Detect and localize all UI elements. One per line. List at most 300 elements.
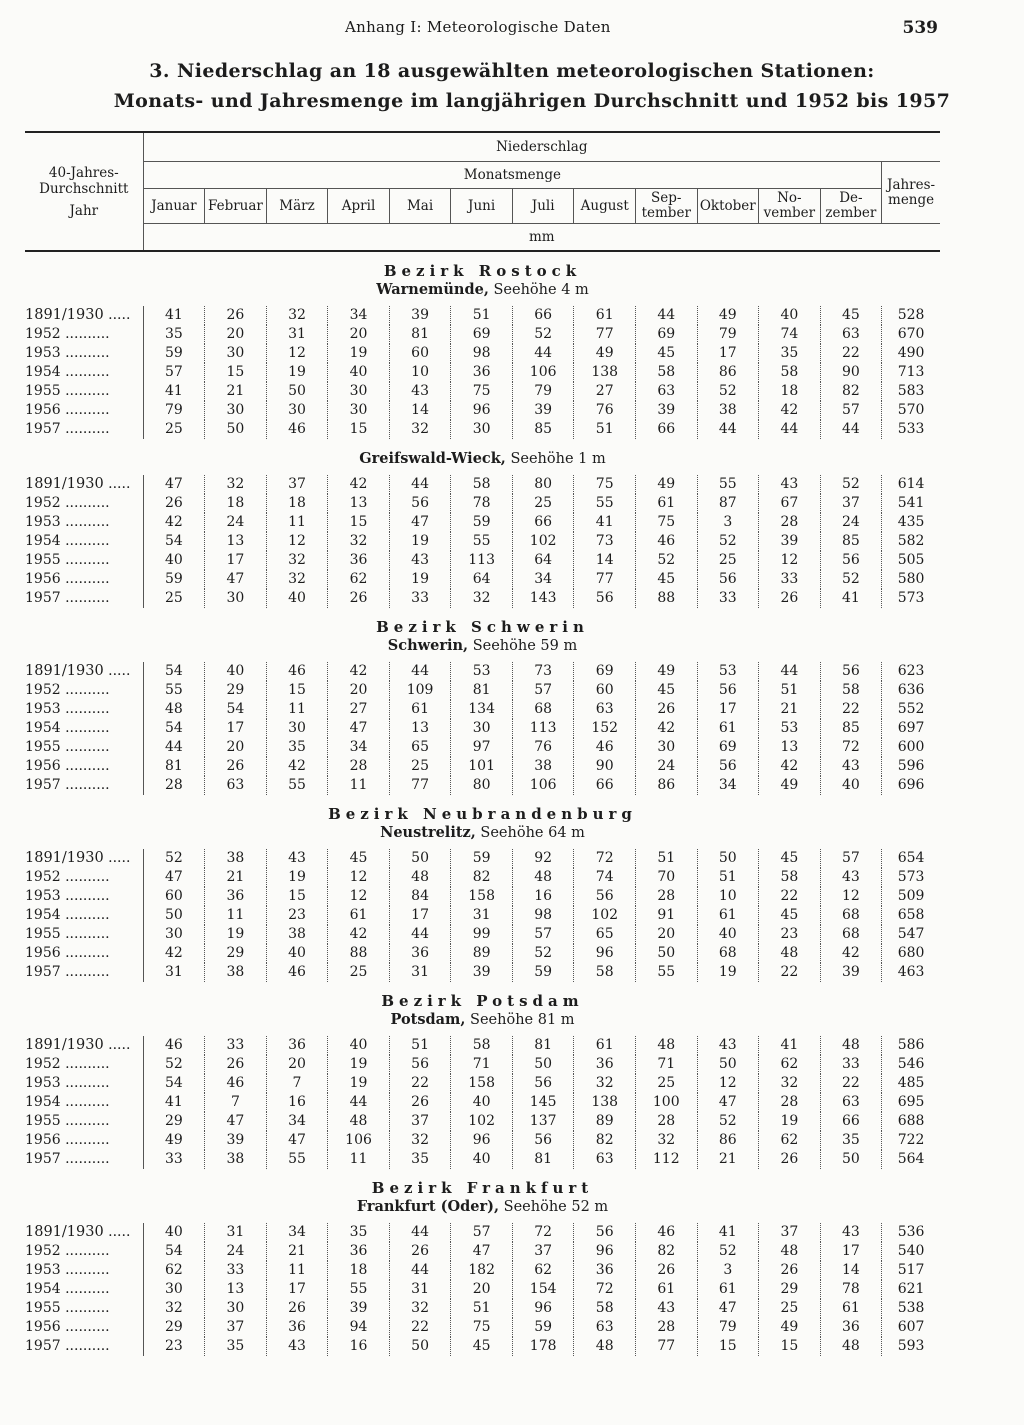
month-value-cell: 51 bbox=[759, 681, 821, 700]
month-value-cell: 35 bbox=[820, 1131, 882, 1150]
month-value-cell: 73 bbox=[512, 662, 574, 681]
stub-header-line-3: Jahr bbox=[69, 202, 99, 219]
year-cell bbox=[25, 1318, 143, 1337]
month-header-label: No- bbox=[777, 190, 802, 206]
month-value-cell: 15 bbox=[759, 1337, 821, 1356]
month-value-cell: 51 bbox=[574, 420, 636, 439]
leader-dots: .......... bbox=[60, 514, 110, 530]
annual-header bbox=[882, 162, 940, 224]
month-value-cell: 68 bbox=[697, 944, 759, 963]
month-value-cell: 19 bbox=[266, 868, 328, 887]
month-value-cell: 72 bbox=[574, 1280, 636, 1299]
table-row bbox=[25, 1112, 940, 1131]
month-value-cell: 47 bbox=[143, 475, 205, 494]
year-cell bbox=[25, 925, 143, 944]
month-value-cell: 47 bbox=[697, 1093, 759, 1112]
month-value-cell: 39 bbox=[512, 401, 574, 420]
month-value-cell: 55 bbox=[266, 776, 328, 795]
leader-dots: .......... bbox=[60, 945, 110, 961]
month-value-cell: 33 bbox=[697, 589, 759, 608]
year-cell bbox=[25, 681, 143, 700]
table-row bbox=[25, 475, 940, 494]
month-value-cell: 96 bbox=[512, 1299, 574, 1318]
month-value-cell: 26 bbox=[205, 306, 267, 325]
table-row bbox=[25, 1093, 940, 1112]
month-value-cell: 31 bbox=[143, 963, 205, 982]
month-value-cell: 106 bbox=[328, 1131, 390, 1150]
year-cell bbox=[25, 306, 143, 325]
year-cell bbox=[25, 1093, 143, 1112]
month-value-cell: 12 bbox=[266, 532, 328, 551]
year-label: 1891/1930 bbox=[25, 1224, 104, 1240]
month-header-label: Februar bbox=[207, 197, 263, 214]
table-row bbox=[25, 1242, 940, 1261]
month-value-cell: 32 bbox=[328, 532, 390, 551]
month-value-cell: 37 bbox=[759, 1223, 821, 1242]
month-value-cell: 47 bbox=[451, 1242, 513, 1261]
month-value-cell: 80 bbox=[512, 475, 574, 494]
month-value-cell: 40 bbox=[143, 1223, 205, 1242]
month-value-cell: 56 bbox=[697, 570, 759, 589]
year-label: 1954 bbox=[25, 1094, 61, 1110]
month-value-cell: 63 bbox=[635, 382, 697, 401]
month-value-cell: 40 bbox=[328, 363, 390, 382]
month-value-cell: 33 bbox=[205, 1261, 267, 1280]
month-value-cell: 51 bbox=[451, 1299, 513, 1318]
month-value-cell: 30 bbox=[205, 401, 267, 420]
month-value-cell: 13 bbox=[389, 719, 451, 738]
station-elevation: Seehöhe 81 m bbox=[470, 1012, 575, 1028]
month-value-cell: 46 bbox=[635, 532, 697, 551]
month-value-cell: 32 bbox=[451, 589, 513, 608]
month-value-cell: 61 bbox=[697, 906, 759, 925]
month-value-cell: 31 bbox=[266, 325, 328, 344]
year-label: 1956 bbox=[25, 1132, 61, 1148]
table-row bbox=[25, 1337, 940, 1356]
year-label: 1956 bbox=[25, 945, 61, 961]
month-value-cell: 63 bbox=[820, 325, 882, 344]
table-row bbox=[25, 738, 940, 757]
month-value-cell: 69 bbox=[635, 325, 697, 344]
month-value-cell: 26 bbox=[143, 494, 205, 513]
annual-header-line-2: menge bbox=[888, 191, 935, 208]
month-value-cell: 24 bbox=[635, 757, 697, 776]
month-value-cell: 61 bbox=[697, 1280, 759, 1299]
month-value-cell: 30 bbox=[143, 925, 205, 944]
month-value-cell: 182 bbox=[451, 1261, 513, 1280]
month-value-cell: 81 bbox=[143, 757, 205, 776]
month-value-cell: 32 bbox=[389, 1299, 451, 1318]
year-label: 1953 bbox=[25, 701, 61, 717]
month-value-cell: 26 bbox=[759, 589, 821, 608]
stub-header-line-1: 40-Jahres- bbox=[48, 164, 119, 181]
month-value-cell: 35 bbox=[143, 325, 205, 344]
month-value-cell: 56 bbox=[574, 589, 636, 608]
month-value-cell: 32 bbox=[266, 570, 328, 589]
station-elevation: Seehöhe 59 m bbox=[472, 638, 578, 654]
month-value-cell: 55 bbox=[266, 1150, 328, 1169]
month-value-cell: 61 bbox=[820, 1299, 882, 1318]
month-value-cell: 33 bbox=[389, 589, 451, 608]
month-value-cell: 51 bbox=[451, 306, 513, 325]
month-value-cell: 56 bbox=[820, 551, 882, 570]
month-value-cell: 43 bbox=[820, 757, 882, 776]
month-value-cell: 43 bbox=[389, 551, 451, 570]
leader-dots: .......... bbox=[60, 1113, 110, 1129]
year-label: 1953 bbox=[25, 345, 61, 361]
month-value-cell: 12 bbox=[266, 344, 328, 363]
month-value-cell: 81 bbox=[451, 681, 513, 700]
month-value-cell: 44 bbox=[820, 420, 882, 439]
month-value-cell: 96 bbox=[574, 1242, 636, 1261]
month-value-cell: 56 bbox=[574, 887, 636, 906]
month-value-cell: 63 bbox=[574, 700, 636, 719]
month-header-11 bbox=[759, 189, 821, 224]
month-value-cell: 17 bbox=[389, 906, 451, 925]
table-row bbox=[25, 344, 940, 363]
month-value-cell: 89 bbox=[574, 1112, 636, 1131]
year-cell bbox=[25, 776, 143, 795]
month-value-cell: 45 bbox=[820, 306, 882, 325]
month-value-cell: 34 bbox=[512, 570, 574, 589]
month-value-cell: 44 bbox=[389, 925, 451, 944]
leader-dots: .......... bbox=[60, 739, 110, 755]
annual-value-cell: 547 bbox=[882, 925, 940, 944]
month-value-cell: 52 bbox=[697, 532, 759, 551]
month-value-cell: 54 bbox=[143, 1242, 205, 1261]
month-value-cell: 59 bbox=[143, 570, 205, 589]
month-value-cell: 33 bbox=[820, 1055, 882, 1074]
year-cell bbox=[25, 1280, 143, 1299]
month-value-cell: 79 bbox=[512, 382, 574, 401]
month-value-cell: 14 bbox=[389, 401, 451, 420]
month-value-cell: 61 bbox=[574, 1036, 636, 1055]
month-value-cell: 28 bbox=[635, 1318, 697, 1337]
bezirk-heading-row bbox=[25, 1169, 940, 1197]
month-header-label: April bbox=[341, 197, 376, 214]
month-value-cell: 38 bbox=[205, 963, 267, 982]
month-value-cell: 73 bbox=[574, 532, 636, 551]
station-heading bbox=[25, 1197, 940, 1223]
table-title bbox=[0, 60, 1024, 112]
bezirk-heading: Bezirk Neubrandenburg bbox=[328, 805, 637, 823]
month-value-cell: 24 bbox=[205, 513, 267, 532]
month-value-cell: 78 bbox=[451, 494, 513, 513]
month-value-cell: 42 bbox=[266, 757, 328, 776]
month-value-cell: 54 bbox=[143, 1074, 205, 1093]
month-value-cell: 52 bbox=[697, 1112, 759, 1131]
month-value-cell: 36 bbox=[574, 1055, 636, 1074]
month-value-cell: 106 bbox=[512, 363, 574, 382]
month-value-cell: 19 bbox=[389, 532, 451, 551]
year-label: 1954 bbox=[25, 907, 61, 923]
month-value-cell: 53 bbox=[759, 719, 821, 738]
month-value-cell: 29 bbox=[205, 681, 267, 700]
month-value-cell: 98 bbox=[512, 906, 574, 925]
month-value-cell: 102 bbox=[512, 532, 574, 551]
month-value-cell: 30 bbox=[205, 344, 267, 363]
month-value-cell: 54 bbox=[143, 719, 205, 738]
month-value-cell: 39 bbox=[759, 532, 821, 551]
month-value-cell: 23 bbox=[266, 906, 328, 925]
leader-dots: ..... bbox=[103, 663, 131, 679]
month-value-cell: 15 bbox=[328, 513, 390, 532]
bezirk-heading-row bbox=[25, 251, 940, 280]
precipitation-table-wrap bbox=[25, 131, 940, 1356]
leader-dots: .......... bbox=[60, 552, 110, 568]
station-heading bbox=[25, 449, 940, 475]
month-value-cell: 101 bbox=[451, 757, 513, 776]
month-value-cell: 68 bbox=[820, 925, 882, 944]
month-value-cell: 134 bbox=[451, 700, 513, 719]
month-value-cell: 36 bbox=[574, 1261, 636, 1280]
month-header-label: Sep- bbox=[651, 190, 682, 206]
table-row bbox=[25, 719, 940, 738]
month-value-cell: 69 bbox=[574, 662, 636, 681]
month-value-cell: 71 bbox=[635, 1055, 697, 1074]
month-value-cell: 61 bbox=[389, 700, 451, 719]
leader-dots: .......... bbox=[60, 964, 110, 980]
station-heading-row bbox=[25, 823, 940, 849]
year-label: 1957 bbox=[25, 1338, 61, 1354]
running-head bbox=[0, 16, 1024, 40]
month-value-cell: 77 bbox=[574, 570, 636, 589]
station-heading bbox=[25, 1010, 940, 1036]
year-label: 1953 bbox=[25, 514, 61, 530]
month-value-cell: 52 bbox=[143, 1055, 205, 1074]
month-value-cell: 26 bbox=[205, 1055, 267, 1074]
month-header-10 bbox=[697, 189, 759, 224]
month-header-label-cont: zember bbox=[825, 205, 877, 221]
month-value-cell: 32 bbox=[389, 420, 451, 439]
month-value-cell: 38 bbox=[205, 849, 267, 868]
month-value-cell: 35 bbox=[759, 344, 821, 363]
month-value-cell: 58 bbox=[574, 963, 636, 982]
month-value-cell: 56 bbox=[574, 1223, 636, 1242]
leader-dots: .......... bbox=[60, 926, 110, 942]
station-name: Frankfurt (Oder), bbox=[356, 1198, 500, 1215]
month-value-cell: 72 bbox=[820, 738, 882, 757]
month-value-cell: 3 bbox=[697, 1261, 759, 1280]
month-value-cell: 56 bbox=[389, 1055, 451, 1074]
month-value-cell: 57 bbox=[143, 363, 205, 382]
bezirk-heading: Bezirk Schwerin bbox=[376, 618, 589, 636]
year-cell bbox=[25, 944, 143, 963]
month-value-cell: 59 bbox=[512, 1318, 574, 1337]
month-value-cell: 88 bbox=[635, 589, 697, 608]
table-row bbox=[25, 1223, 940, 1242]
month-value-cell: 30 bbox=[266, 719, 328, 738]
month-value-cell: 20 bbox=[328, 681, 390, 700]
month-value-cell: 43 bbox=[759, 475, 821, 494]
month-value-cell: 17 bbox=[820, 1242, 882, 1261]
month-value-cell: 90 bbox=[574, 757, 636, 776]
station-name: Greifswald-Wieck, bbox=[359, 450, 506, 467]
month-value-cell: 12 bbox=[697, 1074, 759, 1093]
table-row bbox=[25, 1299, 940, 1318]
month-value-cell: 49 bbox=[635, 662, 697, 681]
month-value-cell: 28 bbox=[635, 1112, 697, 1131]
month-value-cell: 45 bbox=[635, 681, 697, 700]
month-value-cell: 14 bbox=[574, 551, 636, 570]
leader-dots: .......... bbox=[60, 1319, 110, 1335]
month-value-cell: 80 bbox=[451, 776, 513, 795]
month-value-cell: 53 bbox=[697, 662, 759, 681]
month-value-cell: 77 bbox=[389, 776, 451, 795]
month-value-cell: 12 bbox=[759, 551, 821, 570]
month-value-cell: 17 bbox=[205, 719, 267, 738]
month-header-label: Oktober bbox=[699, 197, 756, 214]
month-value-cell: 50 bbox=[143, 906, 205, 925]
month-value-cell: 16 bbox=[266, 1093, 328, 1112]
table-row bbox=[25, 363, 940, 382]
year-cell bbox=[25, 719, 143, 738]
month-value-cell: 61 bbox=[328, 906, 390, 925]
month-value-cell: 77 bbox=[635, 1337, 697, 1356]
month-value-cell: 100 bbox=[635, 1093, 697, 1112]
month-value-cell: 85 bbox=[820, 719, 882, 738]
month-value-cell: 46 bbox=[266, 963, 328, 982]
month-value-cell: 30 bbox=[635, 738, 697, 757]
annual-value-cell: 540 bbox=[882, 1242, 940, 1261]
month-value-cell: 44 bbox=[635, 306, 697, 325]
month-value-cell: 43 bbox=[820, 1223, 882, 1242]
month-value-cell: 42 bbox=[759, 757, 821, 776]
month-value-cell: 36 bbox=[266, 1318, 328, 1337]
month-value-cell: 20 bbox=[635, 925, 697, 944]
month-value-cell: 21 bbox=[697, 1150, 759, 1169]
table-row bbox=[25, 1150, 940, 1169]
month-value-cell: 66 bbox=[512, 306, 574, 325]
month-value-cell: 70 bbox=[635, 868, 697, 887]
annual-value-cell: 538 bbox=[882, 1299, 940, 1318]
month-value-cell: 53 bbox=[451, 662, 513, 681]
month-value-cell: 32 bbox=[389, 1131, 451, 1150]
annual-value-cell: 485 bbox=[882, 1074, 940, 1093]
month-value-cell: 40 bbox=[451, 1093, 513, 1112]
month-value-cell: 37 bbox=[389, 1112, 451, 1131]
year-label: 1954 bbox=[25, 533, 61, 549]
month-value-cell: 44 bbox=[328, 1093, 390, 1112]
month-value-cell: 21 bbox=[266, 1242, 328, 1261]
table-row bbox=[25, 1036, 940, 1055]
month-value-cell: 25 bbox=[512, 494, 574, 513]
leader-dots: .......... bbox=[60, 571, 110, 587]
month-value-cell: 113 bbox=[451, 551, 513, 570]
month-value-cell: 57 bbox=[451, 1223, 513, 1242]
month-value-cell: 66 bbox=[635, 420, 697, 439]
month-value-cell: 15 bbox=[697, 1337, 759, 1356]
month-value-cell: 63 bbox=[205, 776, 267, 795]
month-value-cell: 54 bbox=[143, 662, 205, 681]
month-value-cell: 42 bbox=[143, 944, 205, 963]
month-value-cell: 89 bbox=[451, 944, 513, 963]
month-value-cell: 19 bbox=[389, 570, 451, 589]
station-heading bbox=[25, 280, 940, 306]
annual-value-cell: 583 bbox=[882, 382, 940, 401]
leader-dots: .......... bbox=[60, 720, 110, 736]
month-value-cell: 42 bbox=[328, 475, 390, 494]
year-cell bbox=[25, 1261, 143, 1280]
month-value-cell: 19 bbox=[205, 925, 267, 944]
month-value-cell: 138 bbox=[574, 1093, 636, 1112]
month-value-cell: 32 bbox=[574, 1074, 636, 1093]
month-value-cell: 36 bbox=[328, 551, 390, 570]
annual-value-cell: 654 bbox=[882, 849, 940, 868]
month-value-cell: 39 bbox=[820, 963, 882, 982]
month-value-cell: 56 bbox=[389, 494, 451, 513]
year-label: 1891/1930 bbox=[25, 476, 104, 492]
annual-value-cell: 582 bbox=[882, 532, 940, 551]
month-value-cell: 81 bbox=[512, 1036, 574, 1055]
month-value-cell: 98 bbox=[451, 344, 513, 363]
month-value-cell: 82 bbox=[574, 1131, 636, 1150]
year-cell bbox=[25, 363, 143, 382]
month-value-cell: 26 bbox=[266, 1299, 328, 1318]
month-value-cell: 59 bbox=[451, 849, 513, 868]
month-value-cell: 138 bbox=[574, 363, 636, 382]
month-value-cell: 32 bbox=[266, 306, 328, 325]
month-header-label-cont: tember bbox=[641, 205, 691, 221]
month-header-5 bbox=[389, 189, 451, 224]
bezirk-heading-row bbox=[25, 795, 940, 823]
year-label: 1957 bbox=[25, 964, 61, 980]
table-row bbox=[25, 570, 940, 589]
month-value-cell: 52 bbox=[697, 382, 759, 401]
month-value-cell: 50 bbox=[266, 382, 328, 401]
month-value-cell: 25 bbox=[635, 1074, 697, 1093]
annual-value-cell: 528 bbox=[882, 306, 940, 325]
month-value-cell: 50 bbox=[205, 420, 267, 439]
stub-header bbox=[25, 132, 143, 251]
month-value-cell: 31 bbox=[389, 1280, 451, 1299]
year-label: 1952 bbox=[25, 1056, 61, 1072]
annual-value-cell: 580 bbox=[882, 570, 940, 589]
month-value-cell: 15 bbox=[266, 681, 328, 700]
month-value-cell: 41 bbox=[574, 513, 636, 532]
month-value-cell: 40 bbox=[697, 925, 759, 944]
table-body bbox=[25, 251, 940, 1356]
leader-dots: .......... bbox=[60, 1132, 110, 1148]
month-value-cell: 41 bbox=[697, 1223, 759, 1242]
month-value-cell: 58 bbox=[451, 475, 513, 494]
year-label: 1954 bbox=[25, 1281, 61, 1297]
leader-dots: .......... bbox=[60, 888, 110, 904]
month-value-cell: 62 bbox=[143, 1261, 205, 1280]
month-value-cell: 43 bbox=[820, 868, 882, 887]
month-value-cell: 18 bbox=[266, 494, 328, 513]
month-value-cell: 44 bbox=[389, 1223, 451, 1242]
year-label: 1955 bbox=[25, 1113, 61, 1129]
month-value-cell: 81 bbox=[389, 325, 451, 344]
month-value-cell: 24 bbox=[205, 1242, 267, 1261]
month-value-cell: 28 bbox=[143, 776, 205, 795]
month-value-cell: 30 bbox=[328, 382, 390, 401]
title-line-2: Monats- und Jahresmenge im langjährigen Durchschnitt und 1952 bis 1957 bbox=[113, 90, 951, 112]
month-value-cell: 25 bbox=[759, 1299, 821, 1318]
month-value-cell: 11 bbox=[266, 1261, 328, 1280]
year-cell bbox=[25, 963, 143, 982]
month-value-cell: 58 bbox=[759, 868, 821, 887]
year-label: 1953 bbox=[25, 1262, 61, 1278]
month-value-cell: 45 bbox=[328, 849, 390, 868]
annual-value-cell: 670 bbox=[882, 325, 940, 344]
month-value-cell: 66 bbox=[820, 1112, 882, 1131]
month-value-cell: 35 bbox=[205, 1337, 267, 1356]
month-value-cell: 29 bbox=[205, 944, 267, 963]
month-value-cell: 78 bbox=[820, 1280, 882, 1299]
month-value-cell: 40 bbox=[328, 1036, 390, 1055]
